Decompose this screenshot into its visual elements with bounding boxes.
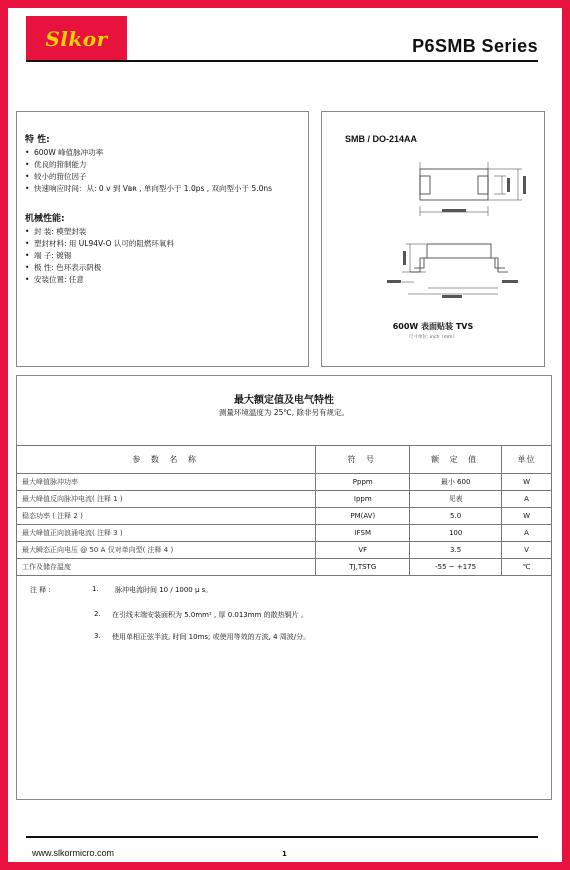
column-header: 单位 (502, 446, 552, 474)
param-unit: A (502, 491, 552, 508)
table-row (17, 559, 552, 576)
param-value: 3.5 (410, 542, 502, 559)
table-row (17, 508, 552, 525)
mechanical-item: • 端 子: 镀锡 (25, 250, 308, 262)
param-symbol: IFSM (316, 525, 410, 542)
param-name: 最大峰值脉冲功率 (17, 474, 316, 491)
param-name: 最大瞬态正向电压 @ 50 A 仅对单向型( 注释 4 ) (17, 542, 316, 559)
note-number: 2. (94, 610, 101, 618)
param-unit: W (502, 508, 552, 525)
param-symbol: Pppm (316, 474, 410, 491)
param-unit: A (502, 525, 552, 542)
footer-divider (26, 836, 538, 838)
param-name: 稳态功率 ( 注释 2 ) (17, 508, 316, 525)
features-list (25, 147, 308, 195)
logo-text: Slkor (45, 26, 108, 51)
param-name: 最大峰值反向脉冲电流( 注释 1 ) (17, 491, 316, 508)
header-divider (26, 60, 538, 62)
param-name: 最大峰值正向浪涌电流( 注释 3 ) (17, 525, 316, 542)
feature-item: • 较小的箝位因子 (25, 171, 308, 183)
package-panel (321, 111, 545, 367)
param-unit: V (502, 542, 552, 559)
param-symbol: VF (316, 542, 410, 559)
page-number: 1 (282, 850, 287, 858)
mechanical-item: • 安装位置: 任意 (25, 274, 308, 286)
param-symbol: TJ,TSTG (316, 559, 410, 576)
features-title: 特 性: (25, 135, 50, 145)
ratings-panel (16, 375, 552, 800)
column-header: 符 号 (316, 446, 410, 474)
series-title: P6SMB Series (412, 36, 538, 56)
param-name: 工作及储存温度 (17, 559, 316, 576)
param-symbol: Ippm (316, 491, 410, 508)
ratings-subtitle: 测量环境温度为 25℃, 除非另有规定。 (218, 408, 350, 417)
notes-label: 注 释 : (30, 586, 51, 594)
param-value: 见表 (410, 491, 502, 508)
features-panel (16, 111, 309, 367)
mechanical-item: • 塑封材料: 用 UL94V-O 认可的阻燃环氧料 (25, 238, 308, 250)
datasheet-page (8, 8, 562, 862)
package-title: SMB / DO-214AA (345, 134, 418, 144)
note-number: 1. (92, 585, 99, 593)
table-row (17, 474, 552, 491)
ratings-title: 最大额定值及电气特性 (234, 395, 334, 406)
note-text: 脉冲电流时间 10 / 1000 μ s。 (115, 586, 213, 594)
param-value: -55 ~ +175 (410, 559, 502, 576)
feature-item: • 快速响应时间：从: 0 v 到 Vʙʀ , 单向型小于 1.0ps , 双向型小于 5.0ns (25, 183, 308, 195)
feature-item: • 优良的箝制能力 (25, 159, 308, 171)
package-unit-note: 尺寸单位: inch（mm） (408, 335, 458, 340)
mechanical-title: 机械性能: (25, 214, 65, 224)
mechanical-list (25, 226, 308, 286)
ratings-table (16, 445, 552, 576)
param-unit: ℃ (502, 559, 552, 576)
footer-url[interactable]: www.slkormicro.com (32, 848, 115, 858)
table-row (17, 525, 552, 542)
param-value: 100 (410, 525, 502, 542)
brand-logo (26, 16, 127, 61)
column-header: 参 数 名 称 (17, 446, 316, 474)
param-symbol: PM(AV) (316, 508, 410, 525)
feature-item: • 600W 峰值脉冲功率 (25, 147, 308, 159)
mechanical-item: • 封 装: 模塑封装 (25, 226, 308, 238)
note-number: 3. (94, 632, 101, 640)
package-caption: 600W 表面贴装 TVS (392, 322, 474, 331)
table-row (17, 491, 552, 508)
note-text: 使用单相正弦半波, 时间 10ms; 或使用等效的方波, 4 周波/分。 (112, 633, 311, 641)
table-row (17, 542, 552, 559)
param-value: 5.0 (410, 508, 502, 525)
note-text: 在引线末端安装面积为 5.0mm² , 厚 0.013mm 的散热铜片 。 (112, 611, 308, 619)
param-value: 最小 600 (410, 474, 502, 491)
param-unit: W (502, 474, 552, 491)
table-header-row (17, 446, 552, 474)
mechanical-item: • 极 性: 色环表示阴极 (25, 262, 308, 274)
column-header: 额 定 值 (410, 446, 502, 474)
